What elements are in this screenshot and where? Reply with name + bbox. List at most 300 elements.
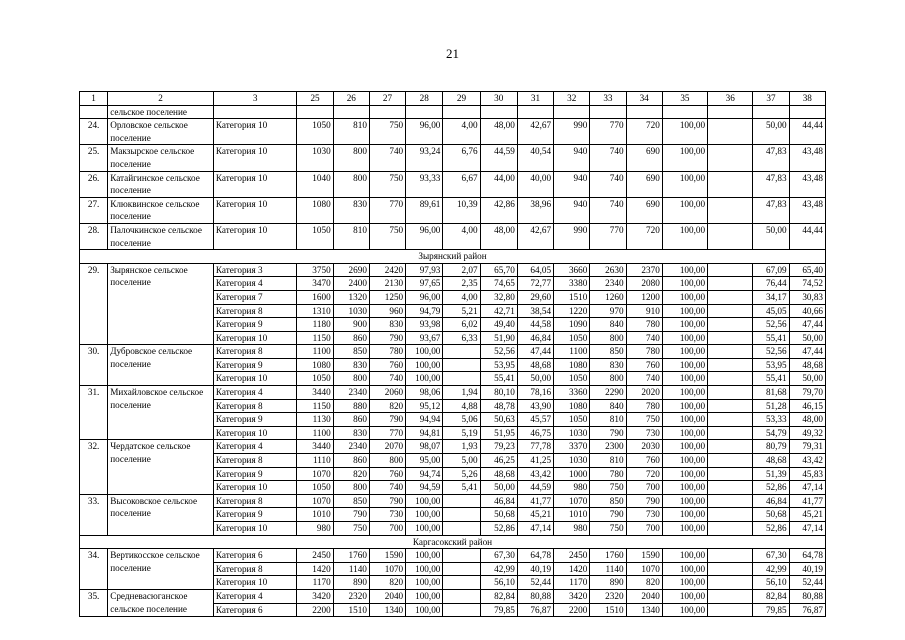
- value-cell: [708, 508, 753, 522]
- row-number: 35.: [80, 589, 108, 616]
- value-cell: 53,95: [753, 358, 789, 372]
- value-cell: 94,81: [406, 426, 443, 440]
- value-cell: 1140: [590, 562, 626, 576]
- district-row: [80, 535, 826, 549]
- value-cell: 100,00: [662, 331, 707, 345]
- value-cell: 40,19: [789, 562, 825, 576]
- value-cell: 2,07: [443, 263, 480, 277]
- value-cell: 790: [369, 413, 405, 427]
- value-cell: 80,79: [753, 440, 789, 454]
- value-cell: 3440: [297, 386, 333, 400]
- value-cell: 100,00: [662, 304, 707, 318]
- value-cell: 820: [369, 399, 405, 413]
- category-cell: Категория 8: [213, 345, 297, 359]
- value-cell: [708, 603, 753, 617]
- value-cell: 44,59: [480, 145, 517, 171]
- value-cell: 55,41: [753, 331, 789, 345]
- row-number: 29.: [80, 263, 108, 345]
- data-cell: [590, 105, 626, 119]
- value-cell: 72,77: [517, 277, 553, 291]
- value-cell: 900: [333, 318, 369, 332]
- value-cell: 50,63: [480, 413, 517, 427]
- value-cell: 46,84: [480, 494, 517, 508]
- value-cell: 890: [590, 576, 626, 590]
- value-cell: 750: [590, 481, 626, 495]
- value-cell: 47,83: [753, 197, 789, 223]
- value-cell: 100,00: [662, 318, 707, 332]
- value-cell: 4,00: [443, 290, 480, 304]
- value-cell: 1180: [297, 318, 333, 332]
- value-cell: [708, 562, 753, 576]
- value-cell: 50,00: [480, 481, 517, 495]
- value-cell: 1050: [297, 119, 333, 145]
- value-cell: 100,00: [662, 345, 707, 359]
- value-cell: 980: [554, 481, 590, 495]
- value-cell: 45,57: [517, 413, 553, 427]
- value-cell: 30,83: [789, 290, 825, 304]
- settlement-name: Орловское сельское поселение: [108, 119, 214, 145]
- value-cell: 38,54: [517, 304, 553, 318]
- value-cell: 2450: [297, 549, 333, 563]
- value-cell: 100,00: [662, 358, 707, 372]
- value-cell: 49,40: [480, 318, 517, 332]
- value-cell: 1050: [554, 372, 590, 386]
- value-cell: 1110: [297, 454, 333, 468]
- settlement-name: Палочкинское сельское поселение: [108, 223, 214, 249]
- value-cell: 48,68: [753, 454, 789, 468]
- value-cell: 45,05: [753, 304, 789, 318]
- value-cell: 96,00: [406, 290, 443, 304]
- data-cell: [297, 105, 333, 119]
- value-cell: 42,99: [480, 562, 517, 576]
- category-cell: Категория 9: [213, 508, 297, 522]
- value-cell: 720: [626, 223, 662, 249]
- value-cell: 2030: [626, 440, 662, 454]
- value-cell: 44,58: [517, 318, 553, 332]
- value-cell: 750: [369, 223, 405, 249]
- value-cell: 820: [626, 576, 662, 590]
- value-cell: 1220: [554, 304, 590, 318]
- value-cell: 740: [590, 197, 626, 223]
- value-cell: 1070: [369, 562, 405, 576]
- number-cell: [80, 105, 108, 119]
- data-cell: [213, 105, 297, 119]
- settlement-name: Средневасюганское сельское поселение: [108, 589, 214, 616]
- value-cell: 1760: [333, 549, 369, 563]
- value-cell: 790: [590, 426, 626, 440]
- value-cell: 2040: [626, 589, 662, 603]
- value-cell: 67,09: [753, 263, 789, 277]
- data-table: [79, 91, 826, 617]
- value-cell: 100,00: [662, 576, 707, 590]
- value-cell: 97,93: [406, 263, 443, 277]
- header-cell: 30: [480, 92, 517, 106]
- value-cell: 1590: [369, 549, 405, 563]
- value-cell: 2040: [369, 589, 405, 603]
- value-cell: 690: [626, 197, 662, 223]
- value-cell: 96,00: [406, 119, 443, 145]
- value-cell: 880: [333, 399, 369, 413]
- category-cell: Категория 8: [213, 454, 297, 468]
- value-cell: 46,84: [517, 331, 553, 345]
- value-cell: 55,41: [480, 372, 517, 386]
- value-cell: 790: [369, 331, 405, 345]
- category-cell: Категория 10: [213, 197, 297, 223]
- value-cell: 50,00: [753, 223, 789, 249]
- value-cell: 5,00: [443, 454, 480, 468]
- value-cell: 52,86: [753, 522, 789, 536]
- value-cell: 100,00: [406, 494, 443, 508]
- value-cell: 100,00: [662, 562, 707, 576]
- value-cell: 80,88: [517, 589, 553, 603]
- value-cell: 1260: [590, 290, 626, 304]
- value-cell: 47,14: [789, 522, 825, 536]
- data-cell: [626, 105, 662, 119]
- table-row: [80, 549, 826, 563]
- value-cell: 1100: [297, 426, 333, 440]
- value-cell: 860: [333, 454, 369, 468]
- value-cell: 1070: [297, 467, 333, 481]
- settlement-name: Михайловское сельское поселение: [108, 386, 214, 440]
- category-cell: Категория 10: [213, 481, 297, 495]
- category-cell: Категория 10: [213, 171, 297, 197]
- value-cell: 1510: [590, 603, 626, 617]
- value-cell: [708, 345, 753, 359]
- value-cell: 82,84: [480, 589, 517, 603]
- value-cell: 42,86: [480, 197, 517, 223]
- category-cell: Категория 6: [213, 549, 297, 563]
- value-cell: 1010: [297, 508, 333, 522]
- table-row: [80, 440, 826, 454]
- value-cell: 52,44: [517, 576, 553, 590]
- value-cell: 52,86: [480, 522, 517, 536]
- value-cell: [708, 549, 753, 563]
- value-cell: 6,02: [443, 318, 480, 332]
- value-cell: 1010: [554, 508, 590, 522]
- category-cell: Категория 9: [213, 467, 297, 481]
- value-cell: 1050: [297, 223, 333, 249]
- settlement-name: Зырянское сельское поселение: [108, 263, 214, 345]
- value-cell: 43,48: [789, 145, 825, 171]
- value-cell: 2020: [626, 386, 662, 400]
- value-cell: 79,31: [789, 440, 825, 454]
- category-cell: Категория 9: [213, 358, 297, 372]
- value-cell: 43,90: [517, 399, 553, 413]
- value-cell: 48,78: [480, 399, 517, 413]
- value-cell: 1100: [554, 345, 590, 359]
- value-cell: 100,00: [406, 576, 443, 590]
- value-cell: 44,44: [789, 119, 825, 145]
- value-cell: 82,84: [753, 589, 789, 603]
- value-cell: [708, 426, 753, 440]
- value-cell: 760: [369, 467, 405, 481]
- value-cell: 1050: [554, 413, 590, 427]
- value-cell: 100,00: [662, 454, 707, 468]
- value-cell: 98,07: [406, 440, 443, 454]
- value-cell: 43,48: [789, 171, 825, 197]
- value-cell: 44,44: [789, 223, 825, 249]
- data-cell: [406, 105, 443, 119]
- value-cell: 790: [369, 494, 405, 508]
- data-cell: [753, 105, 789, 119]
- header-cell: 36: [708, 92, 753, 106]
- value-cell: 1050: [297, 481, 333, 495]
- value-cell: 40,00: [517, 171, 553, 197]
- value-cell: 720: [626, 467, 662, 481]
- value-cell: 42,67: [517, 119, 553, 145]
- category-cell: Категория 10: [213, 426, 297, 440]
- value-cell: 760: [369, 358, 405, 372]
- value-cell: 1040: [297, 171, 333, 197]
- value-cell: 43,48: [789, 197, 825, 223]
- value-cell: 740: [369, 372, 405, 386]
- header-cell: 2: [108, 92, 214, 106]
- value-cell: 48,68: [480, 467, 517, 481]
- header-cell: 25: [297, 92, 333, 106]
- value-cell: [443, 522, 480, 536]
- value-cell: 740: [590, 171, 626, 197]
- value-cell: 34,17: [753, 290, 789, 304]
- value-cell: [708, 522, 753, 536]
- value-cell: 800: [590, 372, 626, 386]
- value-cell: 760: [626, 358, 662, 372]
- value-cell: 1310: [297, 304, 333, 318]
- value-cell: 1,93: [443, 440, 480, 454]
- value-cell: 100,00: [662, 223, 707, 249]
- value-cell: [443, 508, 480, 522]
- value-cell: 52,56: [753, 318, 789, 332]
- value-cell: 740: [590, 145, 626, 171]
- value-cell: 100,00: [662, 440, 707, 454]
- value-cell: 1080: [297, 197, 333, 223]
- category-cell: Категория 8: [213, 399, 297, 413]
- header-cell: 34: [626, 92, 662, 106]
- table-row: [80, 345, 826, 359]
- value-cell: 1760: [590, 549, 626, 563]
- value-cell: 47,14: [517, 522, 553, 536]
- value-cell: 1070: [297, 494, 333, 508]
- value-cell: 1130: [297, 413, 333, 427]
- value-cell: 50,68: [480, 508, 517, 522]
- value-cell: 51,90: [480, 331, 517, 345]
- value-cell: 810: [590, 454, 626, 468]
- value-cell: [708, 494, 753, 508]
- value-cell: 840: [590, 318, 626, 332]
- value-cell: 38,96: [517, 197, 553, 223]
- value-cell: 46,75: [517, 426, 553, 440]
- value-cell: 750: [590, 522, 626, 536]
- value-cell: 96,00: [406, 223, 443, 249]
- value-cell: 1340: [626, 603, 662, 617]
- value-cell: 2420: [369, 263, 405, 277]
- data-cell: [480, 105, 517, 119]
- value-cell: 3750: [297, 263, 333, 277]
- value-cell: 3380: [554, 277, 590, 291]
- value-cell: [708, 481, 753, 495]
- value-cell: 1080: [297, 358, 333, 372]
- header-cell: 3: [213, 92, 297, 106]
- value-cell: 700: [626, 522, 662, 536]
- value-cell: 3420: [297, 589, 333, 603]
- value-cell: 830: [369, 318, 405, 332]
- page-number: 21: [446, 46, 459, 61]
- value-cell: 2370: [626, 263, 662, 277]
- value-cell: 100,00: [406, 508, 443, 522]
- value-cell: 2400: [333, 277, 369, 291]
- value-cell: 1590: [626, 549, 662, 563]
- value-cell: 80,10: [480, 386, 517, 400]
- value-cell: 40,19: [517, 562, 553, 576]
- value-cell: [443, 549, 480, 563]
- value-cell: [708, 290, 753, 304]
- data-cell: [443, 105, 480, 119]
- value-cell: 100,00: [662, 399, 707, 413]
- value-cell: 1150: [297, 399, 333, 413]
- value-cell: 41,77: [517, 494, 553, 508]
- header-cell: 26: [333, 92, 369, 106]
- category-cell: Категория 7: [213, 290, 297, 304]
- value-cell: 2340: [333, 386, 369, 400]
- value-cell: 1150: [297, 331, 333, 345]
- value-cell: 760: [626, 454, 662, 468]
- table-row: [80, 589, 826, 603]
- row-number: 33.: [80, 494, 108, 535]
- value-cell: 100,00: [406, 372, 443, 386]
- header-cell: 29: [443, 92, 480, 106]
- value-cell: [443, 562, 480, 576]
- value-cell: 820: [333, 467, 369, 481]
- value-cell: 990: [554, 223, 590, 249]
- value-cell: 810: [590, 413, 626, 427]
- value-cell: 100,00: [662, 589, 707, 603]
- value-cell: 860: [333, 331, 369, 345]
- value-cell: 800: [333, 145, 369, 171]
- value-cell: 3370: [554, 440, 590, 454]
- value-cell: 6,33: [443, 331, 480, 345]
- value-cell: 74,65: [480, 277, 517, 291]
- value-cell: 48,00: [480, 119, 517, 145]
- data-cell: [369, 105, 405, 119]
- data-cell: [333, 105, 369, 119]
- value-cell: 94,74: [406, 467, 443, 481]
- value-cell: 860: [333, 413, 369, 427]
- value-cell: 81,68: [753, 386, 789, 400]
- value-cell: 750: [369, 171, 405, 197]
- header-row: [80, 92, 826, 106]
- value-cell: 3360: [554, 386, 590, 400]
- value-cell: 1100: [297, 345, 333, 359]
- value-cell: [708, 331, 753, 345]
- value-cell: 740: [369, 481, 405, 495]
- value-cell: [708, 467, 753, 481]
- value-cell: 730: [369, 508, 405, 522]
- value-cell: 770: [590, 119, 626, 145]
- value-cell: 46,15: [789, 399, 825, 413]
- value-cell: 4,88: [443, 399, 480, 413]
- settlement-name: Катайгинское сельское поселение: [108, 171, 214, 197]
- value-cell: 1090: [554, 318, 590, 332]
- value-cell: 1170: [297, 576, 333, 590]
- value-cell: 56,10: [480, 576, 517, 590]
- value-cell: 100,00: [662, 508, 707, 522]
- value-cell: 40,66: [789, 304, 825, 318]
- value-cell: 100,00: [662, 171, 707, 197]
- value-cell: 100,00: [406, 562, 443, 576]
- value-cell: 89,61: [406, 197, 443, 223]
- value-cell: 77,78: [517, 440, 553, 454]
- value-cell: 3470: [297, 277, 333, 291]
- table-row: [80, 119, 826, 145]
- value-cell: 53,95: [480, 358, 517, 372]
- value-cell: 1050: [297, 372, 333, 386]
- value-cell: 770: [590, 223, 626, 249]
- value-cell: 100,00: [662, 481, 707, 495]
- value-cell: 47,14: [789, 481, 825, 495]
- value-cell: 64,78: [517, 549, 553, 563]
- category-cell: Категория 10: [213, 145, 297, 171]
- value-cell: 840: [590, 399, 626, 413]
- category-cell: Категория 10: [213, 522, 297, 536]
- value-cell: [708, 277, 753, 291]
- value-cell: 780: [626, 318, 662, 332]
- value-cell: [443, 372, 480, 386]
- value-cell: 42,67: [517, 223, 553, 249]
- value-cell: 100,00: [406, 589, 443, 603]
- value-cell: 94,79: [406, 304, 443, 318]
- value-cell: 76,87: [517, 603, 553, 617]
- table-row: [80, 197, 826, 223]
- value-cell: 1070: [554, 494, 590, 508]
- value-cell: 980: [297, 522, 333, 536]
- value-cell: 1340: [369, 603, 405, 617]
- value-cell: 80,88: [789, 589, 825, 603]
- value-cell: 44,59: [517, 481, 553, 495]
- value-cell: 4,00: [443, 119, 480, 145]
- value-cell: [708, 372, 753, 386]
- data-cell: [554, 105, 590, 119]
- header-cell: 33: [590, 92, 626, 106]
- header-cell: 28: [406, 92, 443, 106]
- table-row: [80, 386, 826, 400]
- value-cell: 790: [626, 494, 662, 508]
- value-cell: 47,44: [789, 318, 825, 332]
- value-cell: 48,00: [480, 223, 517, 249]
- value-cell: 850: [590, 345, 626, 359]
- value-cell: 2630: [590, 263, 626, 277]
- value-cell: 2130: [369, 277, 405, 291]
- category-cell: Категория 10: [213, 223, 297, 249]
- value-cell: 780: [590, 467, 626, 481]
- value-cell: 100,00: [406, 603, 443, 617]
- data-cell: [789, 105, 825, 119]
- value-cell: [708, 119, 753, 145]
- value-cell: [708, 454, 753, 468]
- value-cell: 800: [590, 331, 626, 345]
- value-cell: 1080: [554, 358, 590, 372]
- value-cell: [708, 263, 753, 277]
- value-cell: 970: [590, 304, 626, 318]
- value-cell: 50,00: [517, 372, 553, 386]
- value-cell: 100,00: [662, 386, 707, 400]
- value-cell: 5,19: [443, 426, 480, 440]
- value-cell: 1420: [297, 562, 333, 576]
- value-cell: [443, 603, 480, 617]
- value-cell: 43,42: [517, 467, 553, 481]
- value-cell: 50,00: [789, 372, 825, 386]
- value-cell: 46,25: [480, 454, 517, 468]
- value-cell: 1510: [554, 290, 590, 304]
- value-cell: 64,05: [517, 263, 553, 277]
